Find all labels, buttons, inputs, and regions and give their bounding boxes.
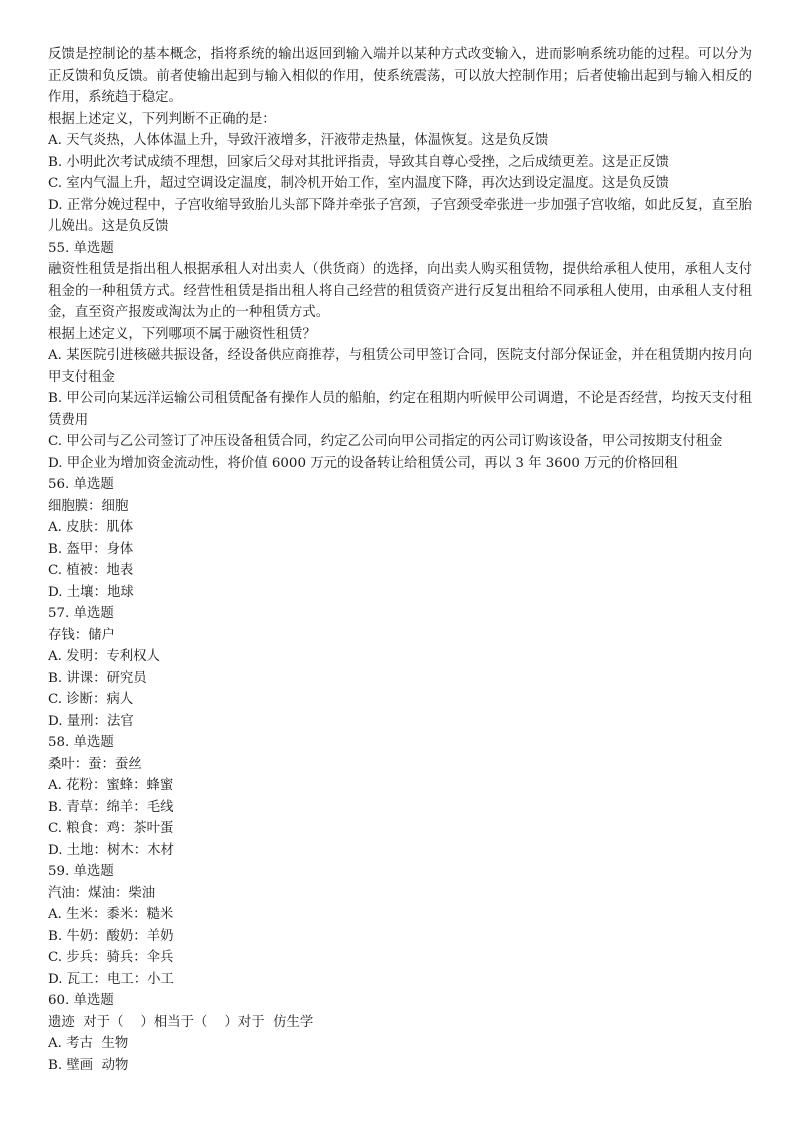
option-b: B. 盔甲：身体 xyxy=(48,541,134,557)
question-header: 58. 单选题 xyxy=(48,735,114,750)
option-d: D. 甲企业为增加资金流动性，将价值 6000 万元的设备转让给租赁公司，再以 3 年 3600 万元的价格回租 xyxy=(48,455,678,471)
question-55 xyxy=(48,238,752,475)
question-definition: 反馈是控制论的基本概念，指将系统的输出返回到输入端并以某种方式改变输入，进而影响系统功能的过程。可以分为正反馈和负反馈。前者使输出起到与输入相似的作用，使系统震荡，可以放大控制作用；后者使输出起到与输入相反的作用，系统趋于稳定。 xyxy=(48,47,752,105)
option-a: A. 考古 生物 xyxy=(48,1036,129,1051)
option-c: C. 粮食：鸡：茶叶蛋 xyxy=(48,821,174,836)
option-a: A. 发明：专利权人 xyxy=(48,649,160,664)
option-a: A. 皮肤：肌体 xyxy=(48,520,134,535)
question-stem: 汽油：煤油：柴油 xyxy=(48,885,156,901)
question-stem: 遗迹 对于（ ）相当于（ ）对于 仿生学 xyxy=(48,1014,314,1030)
option-b: B. 讲课：研究员 xyxy=(48,670,147,686)
question-58 xyxy=(48,732,752,861)
question-54 xyxy=(48,44,752,238)
question-header: 56. 单选题 xyxy=(48,477,114,492)
option-b: B. 青草：绵羊：毛线 xyxy=(48,799,174,815)
question-56 xyxy=(48,474,752,603)
question-stem: 细胞膜：细胞 xyxy=(48,498,129,514)
option-d: D. 正常分娩过程中，子宫收缩导致胎儿头部下降并牵张子宫颈，子宫颈受牵张进一步加强子宫收缩，如此反复，直至胎儿娩出。这是负反馈 xyxy=(48,197,752,234)
option-c: C. 步兵：骑兵：伞兵 xyxy=(48,950,174,965)
option-d: D. 土壤：地球 xyxy=(48,584,134,600)
question-header: 59. 单选题 xyxy=(48,864,114,879)
question-header: 57. 单选题 xyxy=(48,606,114,621)
option-d: D. 瓦工：电工：小工 xyxy=(48,971,174,987)
option-a: A. 天气炎热，人体体温上升，导致汗液增多，汗液带走热量，体温恢复。这是负反馈 xyxy=(48,133,549,148)
option-b: B. 壁画 动物 xyxy=(48,1057,129,1073)
question-header: 60. 单选题 xyxy=(48,993,114,1008)
option-b: B. 小明此次考试成绩不理想，回家后父母对其批评指责，导致其自尊心受挫，之后成绩更差。这是正反馈 xyxy=(48,154,669,170)
option-a: A. 某医院引进核磁共振设备，经设备供应商推荐，与租赁公司甲签订合同，医院支付部分保证金，并在租赁期内按月向甲支付租金 xyxy=(48,348,752,385)
question-57 xyxy=(48,603,752,732)
question-header: 55. 单选题 xyxy=(48,240,114,256)
option-c: C. 室内气温上升，超过空调设定温度，制冷机开始工作，室内温度下降，再次达到设定温度。这是负反馈 xyxy=(48,176,669,191)
question-stem: 存钱：储户 xyxy=(48,627,115,643)
option-d: D. 量刑：法官 xyxy=(48,713,134,729)
question-stem: 桑叶：蚕：蚕丝 xyxy=(48,756,142,772)
option-c: C. 植被：地表 xyxy=(48,563,134,578)
question-prompt: 根据上述定义，下列哪项不属于融资性租赁？ xyxy=(48,326,316,342)
option-c: C. 诊断：病人 xyxy=(48,692,134,707)
question-59 xyxy=(48,861,752,990)
option-d: D. 土地：树木：木材 xyxy=(48,842,174,858)
option-b: B. 甲公司向某远洋运输公司租赁配备有操作人员的船舶，约定在租期内听候甲公司调遣，不论是否经营，均按天支付租赁费用 xyxy=(48,391,752,428)
option-c: C. 甲公司与乙公司签订了冲压设备租赁合同，约定乙公司向甲公司指定的丙公司订购该设备，甲公司按期支付租金 xyxy=(48,434,723,449)
question-60 xyxy=(48,990,752,1076)
question-definition: 融资性租赁是指出租人根据承租人对出卖人（供货商）的选择，向出卖人购买租赁物，提供给承租人使用，承租人支付租金的一种租赁方式。经营性租赁是指出租人将自己经营的租赁资产进行反复出租给不同承租人使用，由承租人支付租金，直至资产报废或淘汰为止的一种租赁方式。 xyxy=(48,262,752,320)
question-prompt: 根据上述定义，下列判断不正确的是： xyxy=(48,111,276,127)
option-a: A. 花粉：蜜蜂：蜂蜜 xyxy=(48,778,174,793)
option-b: B. 牛奶：酸奶：羊奶 xyxy=(48,928,174,944)
option-a: A. 生米：黍米：糙米 xyxy=(48,907,174,922)
